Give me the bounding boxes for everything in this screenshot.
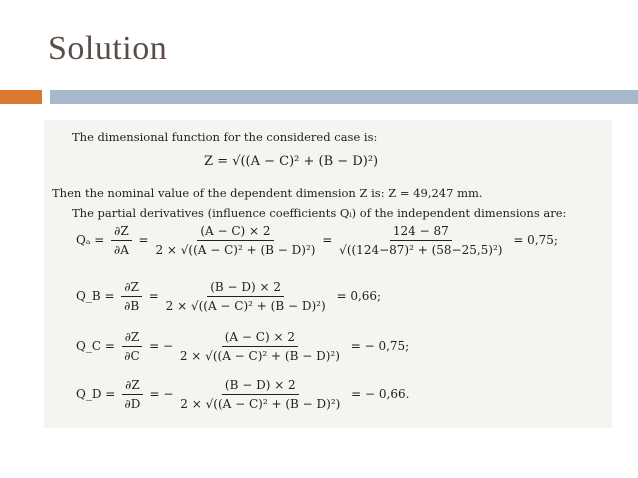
nominal-text: Then the nominal value of the dependent dimension Z is:	[52, 186, 385, 200]
derivative-a: $\frac{\partial Z}{\partial A}$	[111, 224, 132, 257]
q-b-label: Q_B =	[76, 289, 115, 303]
slide-title: Solution	[48, 30, 168, 67]
equation-q-a: Qₐ = $\frac{\partial Z}{\partial A}$ = $\frac{(A - C) \times 2}{\text{2 × √((A − C)² + (B − D)²)}}$ = $\frac{124 - 87}{\text{√((124−87)² + (58−25,5)²)}}$ = 0,75;	[76, 224, 558, 257]
q-a-label: Qₐ =	[76, 233, 105, 247]
formula-b: $\frac{(B - D) \times 2}{\text{2 × √((A − C)² + (B − D)²)}}$	[165, 280, 326, 313]
title-rule	[50, 90, 638, 104]
equation-q-c: Q_C = $\frac{\partial Z}{\partial C}$ = − $\frac{(A - C) \times 2}{\text{2 × √((A − C)² + (B − D)²)}}$ = − 0,75;	[76, 330, 410, 363]
derivative-d: $\frac{\partial Z}{\partial D}$	[122, 378, 143, 411]
equation-q-b: Q_B = $\frac{\partial Z}{\partial B}$ = $\frac{(B - D) \times 2}{\text{2 × √((A − C)² + (B − D)²)}}$ = 0,66;	[76, 280, 382, 313]
intro-text: The dimensional function for the considered case is:	[72, 130, 378, 144]
nominal-value: Z = 49,247 mm.	[388, 186, 483, 200]
formula-a: $\frac{(A - C) \times 2}{\text{2 × √((A − C)² + (B − D)²)}}$	[155, 224, 316, 257]
q-c-result: = − 0,75;	[350, 339, 410, 353]
equation-q-d: Q_D = $\frac{\partial Z}{\partial D}$ = − $\frac{(B - D) \times 2}{\text{2 × √((A − C)² + (B − D)²)}}$ = − 0,66.	[76, 378, 410, 411]
derivative-c: $\frac{\partial Z}{\partial C}$	[122, 330, 143, 363]
q-d-label: Q_D =	[76, 387, 116, 401]
accent-bar	[0, 90, 42, 104]
formula-d: $\frac{(B - D) \times 2}{\text{2 × √((A − C)² + (B − D)²)}}$	[180, 378, 341, 411]
scanned-document	[44, 120, 612, 428]
dimensional-function: Z = √((A − C)² + (B − D)²)	[204, 154, 379, 169]
derivative-b: $\frac{\partial Z}{\partial B}$	[121, 280, 142, 313]
q-c-label: Q_C =	[76, 339, 115, 353]
formula-c: $\frac{(A - C) \times 2}{\text{2 × √((A − C)² + (B − D)²)}}$	[179, 330, 340, 363]
q-a-result: = 0,75;	[513, 233, 558, 247]
numeric-a: $\frac{124 - 87}{\text{√((124−87)² + (58−25,5)²)}}$	[339, 224, 503, 257]
partials-text: The partial derivatives (influence coefficients Qᵢ) of the independent dimensions are:	[72, 206, 567, 220]
nominal-value-line	[52, 186, 483, 200]
q-d-result: = − 0,66.	[351, 387, 410, 401]
q-b-result: = 0,66;	[336, 289, 382, 303]
